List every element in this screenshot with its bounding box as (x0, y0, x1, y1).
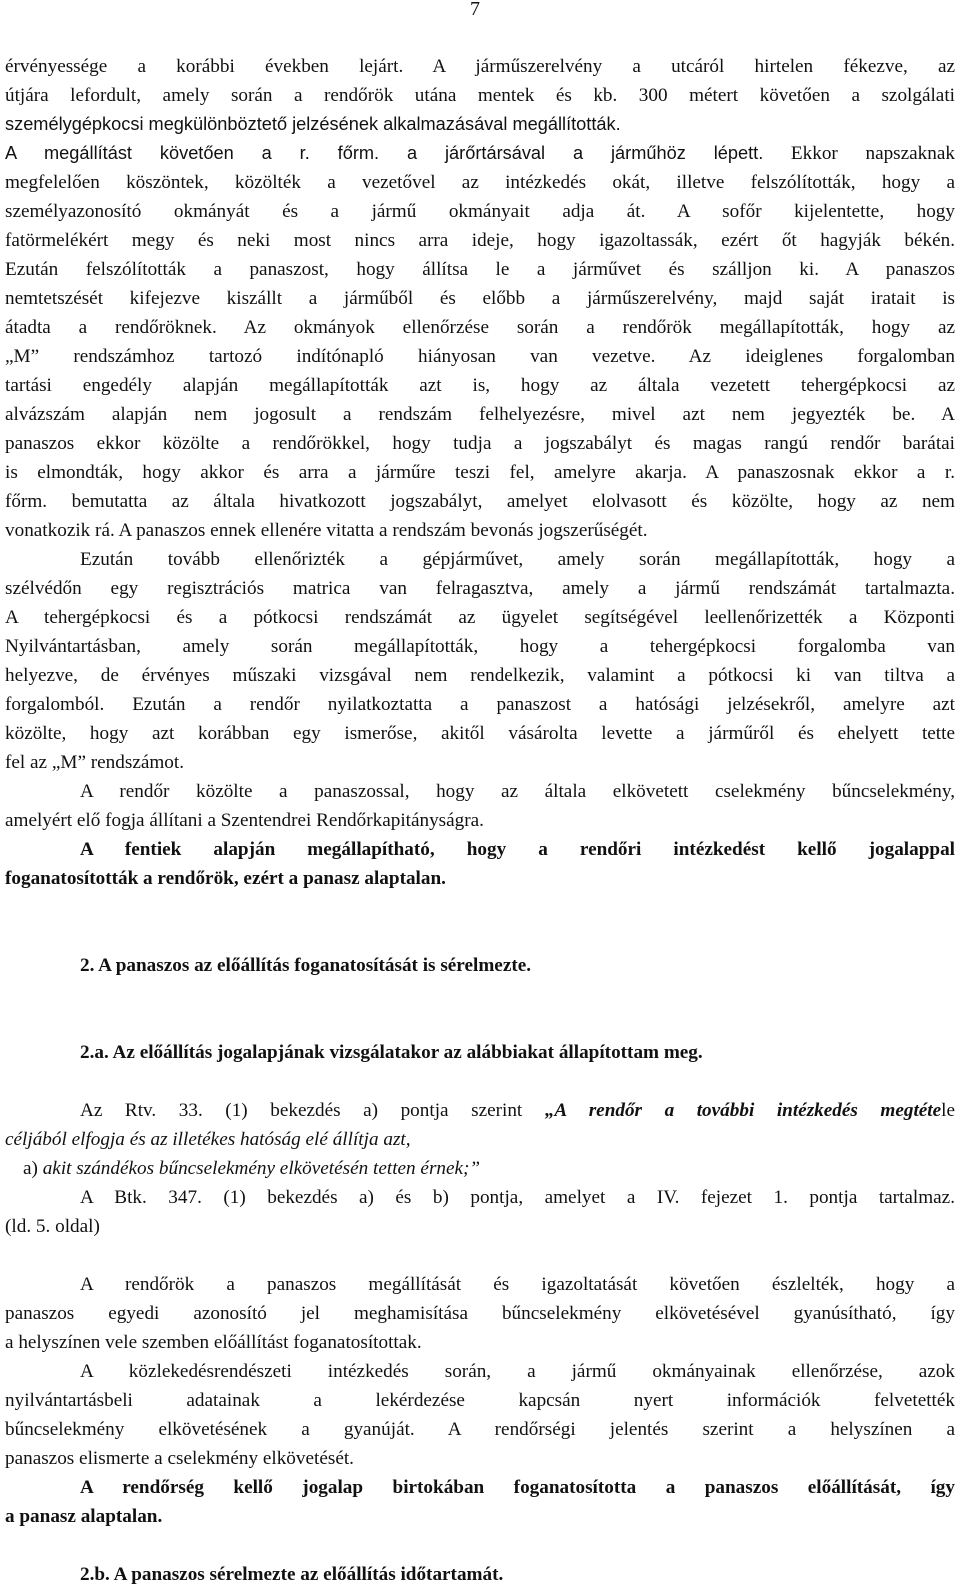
text-line: a helyszínen vele szemben előállítást foganatosítottak. (5, 1332, 422, 1353)
text-line: A közlekedésrendészeti intézkedés során, a jármű okmányainak ellenőrzése, azok (80, 1361, 955, 1382)
text-line: „M” rendszámhoz tartozó indítónapló hiányosan van vezetve. Az ideiglenes forgalomban (5, 346, 955, 367)
text-line: fel az „M” rendszámot. (5, 752, 184, 773)
text-line: érvényessége a korábbi években lejárt. A járműszerelvény a utcáról hirtelen fékezve, az (5, 56, 955, 77)
text-line: Ezután tovább ellenőrizték a gépjárművet, amely során megállapították, hogy a (80, 549, 955, 570)
text-line: (ld. 5. oldal) (5, 1216, 100, 1237)
text-span: Ekkor napszaknak (763, 143, 955, 164)
text-line: panaszos egyedi azonosító jel meghamisítása bűncselekmény elkövetésével gyanúsítható, így (5, 1303, 955, 1324)
page-number: 7 (470, 0, 480, 20)
conclusion-line: foganatosították a rendőrök, ezért a panasz alaptalan. (5, 868, 446, 889)
text-line: forgalomból. Ezután a rendőr nyilatkoztatta a panaszost a hatósági jelzésekről, amelyre azt (5, 694, 955, 715)
text-line: szélvédőn egy regisztrációs matrica van felragasztva, amely a jármű rendszámát tartalmazta. (5, 578, 955, 599)
text-line: A rendőrök a panaszos megállítását és igazoltatását követően észlelték, hogy a (80, 1274, 955, 1295)
text-line: megfelelően köszöntek, közölték a vezetővel az intézkedés okát, illetve felszólították, hogy a (5, 172, 955, 193)
text-line: átadta a rendőröknek. Az okmányok ellenőrzése során a rendőrök megállapították, hogy az (5, 317, 955, 338)
text-span: Az Rtv. 33. (1) bekezdés a) pontja szerint (80, 1100, 545, 1121)
quote-line (5, 1096, 955, 1125)
text-line: is elmondták, hogy akkor és arra a járműre teszi fel, amelyre akarja. A panaszosnak ekkor a r. (5, 462, 955, 483)
conclusion-line: a panasz alaptalan. (5, 1506, 163, 1527)
text-span: „A rendőr a további intézkedés megtéte (544, 1100, 942, 1121)
quote-line: céljából elfogja és az illetékes hatóság elé állítja azt, (5, 1129, 411, 1150)
text-span: A megállítást követően a r. főrm. a járőrtársával a járműhöz lépett. (5, 143, 764, 163)
text-line: helyezve, de érvényes műszaki vizsgával nem rendelkezik, valamint a pótkocsi ki van tiltva a (5, 665, 955, 686)
text-line: vonatkozik rá. A panaszos ennek ellenére vitatta a rendszám bevonás jogszerűségét. (5, 520, 648, 541)
quote-line (5, 1154, 955, 1183)
text-line: személygépkocsi megkülönböztető jelzésének alkalmazásával megállították. (5, 114, 621, 134)
document-body (5, 52, 955, 1589)
text-line: közölte, hogy azt korábban egy ismerőse, akitől vásárolta levette a járműről és ehelyett tette (5, 723, 955, 744)
text-line: főrm. bemutatta az általa hivatkozott jogszabályt, amelyet elolvasott és közölte, hogy az nem (5, 491, 955, 512)
text-line: fatörmelékért megy és neki most nincs arra ideje, hogy igazoltassák, ezért őt hagyják békén. (5, 230, 955, 251)
text-line: nyilvántartásbeli adatainak a lekérdezése kapcsán nyert információk felvetették (5, 1390, 955, 1411)
conclusion-line: A fentiek alapján megállapítható, hogy a rendőri intézkedést kellő jogalappal (80, 839, 955, 860)
text-line: bűncselekmény elkövetésének a gyanúját. A rendőrségi jelentés szerint a helyszínen a (5, 1419, 955, 1440)
text-line: panaszos elismerte a cselekmény elkövetését. (5, 1448, 354, 1469)
text-line: panaszos ekkor közölte a rendőrökkel, hogy tudja a jogszabályt és magas rangú rendőr barátai (5, 433, 955, 454)
text-line: amelyért elő fogja állítani a Szentendrei Rendőrkapitányságra. (5, 810, 484, 831)
conclusion-line: A rendőrség kellő jogalap birtokában foganatosította a panaszos előállítását, így (80, 1477, 955, 1498)
text-line: Ezután felszólították a panaszost, hogy állítsa le a járművet és szálljon ki. A panaszos (5, 259, 955, 280)
text-span: akit szándékos bűncselekmény elkövetésén tetten érnek;” (42, 1158, 481, 1179)
text-span: le (941, 1100, 955, 1121)
text-line: tartási engedély alapján megállapították azt is, hogy az általa vezetett tehergépkocsi az (5, 375, 955, 396)
text-line: nemtetszését kifejezve kiszállt a járműből és előbb a járműszerelvény, majd saját iratait is (5, 288, 955, 309)
text-line: alvázszám alapján nem jogosult a rendszám felhelyezésre, mivel azt nem jegyezték be. A (5, 404, 955, 425)
text-line: személyazonosító okmányát és a jármű okmányait adja át. A sofőr kijelentette, hogy (5, 201, 955, 222)
text-line: Nyilvántartásban, amely során megállapították, hogy a tehergépkocsi forgalomba van (5, 636, 955, 657)
text-line: A Btk. 347. (1) bekezdés a) és b) pontja, amelyet a IV. fejezet 1. pontja tartalmaz. (80, 1187, 955, 1208)
text-line (5, 139, 955, 168)
section-heading: 2.b. A panaszos sérelmezte az előállítás időtartamát. (80, 1564, 504, 1585)
text-line: útjára lefordult, amely során a rendőrök utána mentek és kb. 300 métert követően a szolgálati (5, 85, 955, 106)
text-span: a) (23, 1158, 43, 1179)
section-heading: 2.a. Az előállítás jogalapjának vizsgálatakor az alábbiakat állapítottam meg. (80, 1042, 703, 1063)
text-line: A rendőr közölte a panaszossal, hogy az általa elkövetett cselekmény bűncselekmény, (80, 781, 955, 802)
text-line: A tehergépkocsi és a pótkocsi rendszámát az ügyelet segítségével leellenőrizették a Központi (5, 607, 955, 628)
section-heading: 2. A panaszos az előállítás foganatosítását is sérelmezte. (80, 955, 532, 976)
